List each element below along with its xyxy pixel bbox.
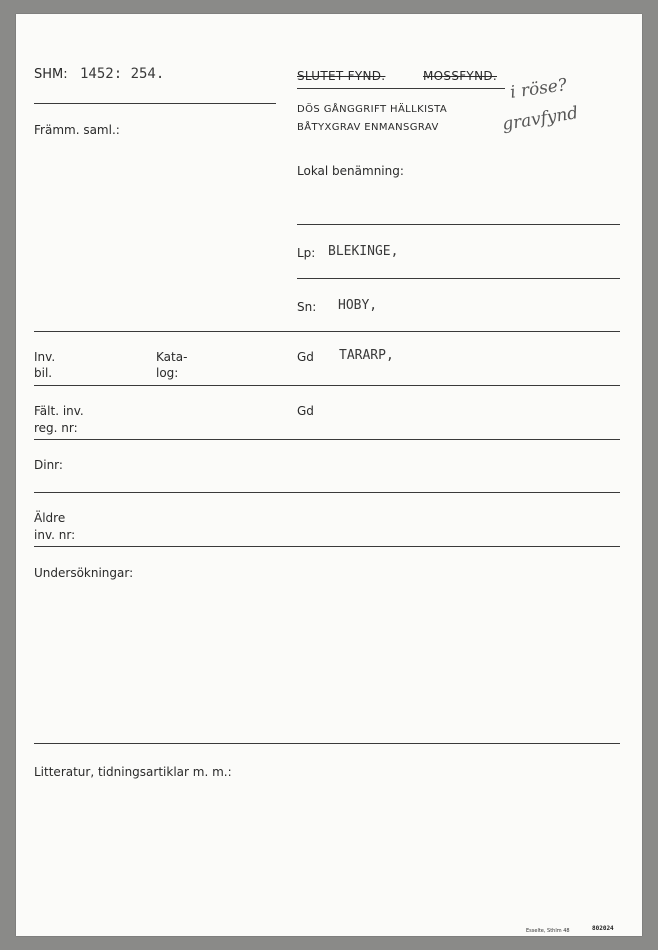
- find-type-underline: [297, 88, 505, 89]
- gd-label: Gd: [297, 350, 314, 364]
- lokal-line: [297, 224, 620, 225]
- framm-saml-label: Främm. saml.:: [34, 123, 120, 137]
- undersokningar-label: Undersökningar:: [34, 566, 134, 580]
- row-line-6: [34, 743, 620, 744]
- litteratur-label: Litteratur, tidningsartiklar m. m.:: [34, 765, 232, 779]
- shm-number: 1452: 254.: [80, 66, 165, 82]
- grave-types-line2: BÅTYXGRAV ENMANSGRAV: [297, 122, 439, 133]
- lp-line: [297, 278, 620, 279]
- sn-value: HOBY,: [338, 298, 378, 313]
- aldre-inv-nr-label: inv. nr:: [34, 528, 76, 542]
- gd-value: TARARP,: [339, 348, 394, 363]
- dinr-label: Dinr:: [34, 458, 63, 472]
- lokal-benamning-label: Lokal benämning:: [297, 164, 404, 178]
- form-code: 802024: [592, 925, 614, 932]
- gd2-label: Gd: [297, 404, 314, 418]
- find-type-mossfynd: MOSSFYND.: [423, 69, 497, 83]
- inv-label: Inv.: [34, 350, 56, 364]
- row-line-3: [34, 439, 620, 440]
- catalog-card: [16, 14, 642, 936]
- lp-label: Lp:: [297, 246, 316, 260]
- row-line-1: [34, 331, 620, 332]
- reg-nr-label: reg. nr:: [34, 421, 78, 435]
- grave-types-line1: DÖS GÅNGGRIFT HÄLLKISTA: [297, 104, 448, 115]
- log-label: log:: [156, 366, 179, 380]
- lp-value: BLEKINGE,: [328, 244, 399, 259]
- handwritten-note-1: i röse?: [508, 75, 569, 103]
- row-line-2: [34, 385, 620, 386]
- falt-inv-label: Fält. inv.: [34, 404, 84, 418]
- aldre-label: Äldre: [34, 511, 66, 525]
- row-line-5: [34, 546, 620, 547]
- sn-label: Sn:: [297, 300, 317, 314]
- bil-label: bil.: [34, 366, 53, 380]
- shm-label: SHM:: [34, 67, 68, 82]
- handwritten-note-2: gravfynd: [500, 103, 580, 135]
- divider: [34, 103, 276, 104]
- row-line-4: [34, 492, 620, 493]
- kata-label: Kata-: [156, 350, 188, 364]
- printer-imprint: Esselte, Sthlm 48: [526, 928, 570, 934]
- find-type-slutet: SLUTET FYND.: [297, 69, 386, 83]
